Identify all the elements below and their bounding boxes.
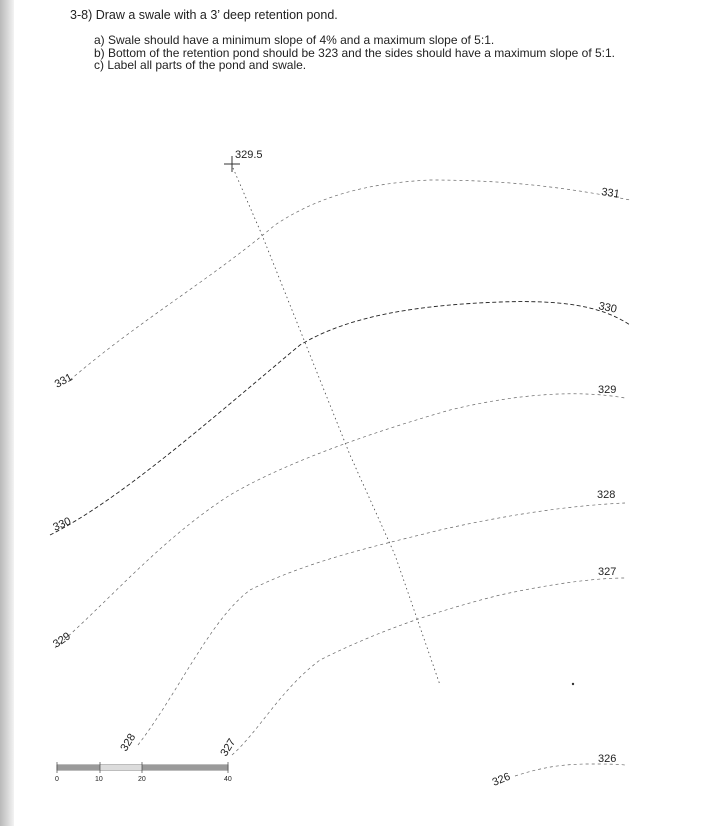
- scale-tick-10: 10: [95, 776, 103, 783]
- contour-label-328-right: 328: [597, 489, 616, 501]
- contour-line-326: [515, 764, 625, 776]
- scale-tick-40: 40: [224, 776, 232, 783]
- contour-label-327-left: 327: [218, 736, 239, 759]
- contour-label-331-left: 331: [52, 371, 75, 391]
- contour-line-329: [55, 394, 625, 648]
- spot-elevation-label: 329.5: [235, 149, 263, 161]
- contour-label-328-left: 328: [118, 731, 139, 754]
- scale-tick-20: 20: [138, 776, 146, 783]
- contour-label-329-right: 329: [598, 384, 617, 396]
- contour-label-326-left: 326: [490, 770, 513, 789]
- problem-title: 3-8) Draw a swale with a 3’ deep retention pond.: [70, 8, 338, 22]
- stray-dot: [572, 683, 574, 685]
- contour-label-330-right: 330: [597, 300, 618, 316]
- task-item: b) Bottom of the retention pond should be 323 and the sides should have a maximum slope of 5:1.: [94, 45, 615, 60]
- swale-centerline: [233, 168, 440, 685]
- scale-bar: [57, 762, 228, 773]
- contour-label-329-left: 329: [50, 630, 73, 651]
- contour-label-326-right: 326: [598, 753, 617, 765]
- contour-label-327-right: 327: [598, 566, 617, 578]
- contour-label-330-left: 330: [51, 515, 73, 534]
- task-item: c) Label all parts of the pond and swale.: [94, 58, 307, 72]
- scale-tick-0: 0: [55, 776, 59, 783]
- contour-line-328: [138, 503, 625, 745]
- task-item: a) Swale should have a minimum slope of 4% and a maximum slope of 5:1.: [94, 33, 495, 47]
- contour-label-331-right: 331: [600, 186, 621, 201]
- contour-line-330: [50, 302, 630, 535]
- contour-line-327: [232, 578, 625, 755]
- contour-line-331: [70, 180, 630, 380]
